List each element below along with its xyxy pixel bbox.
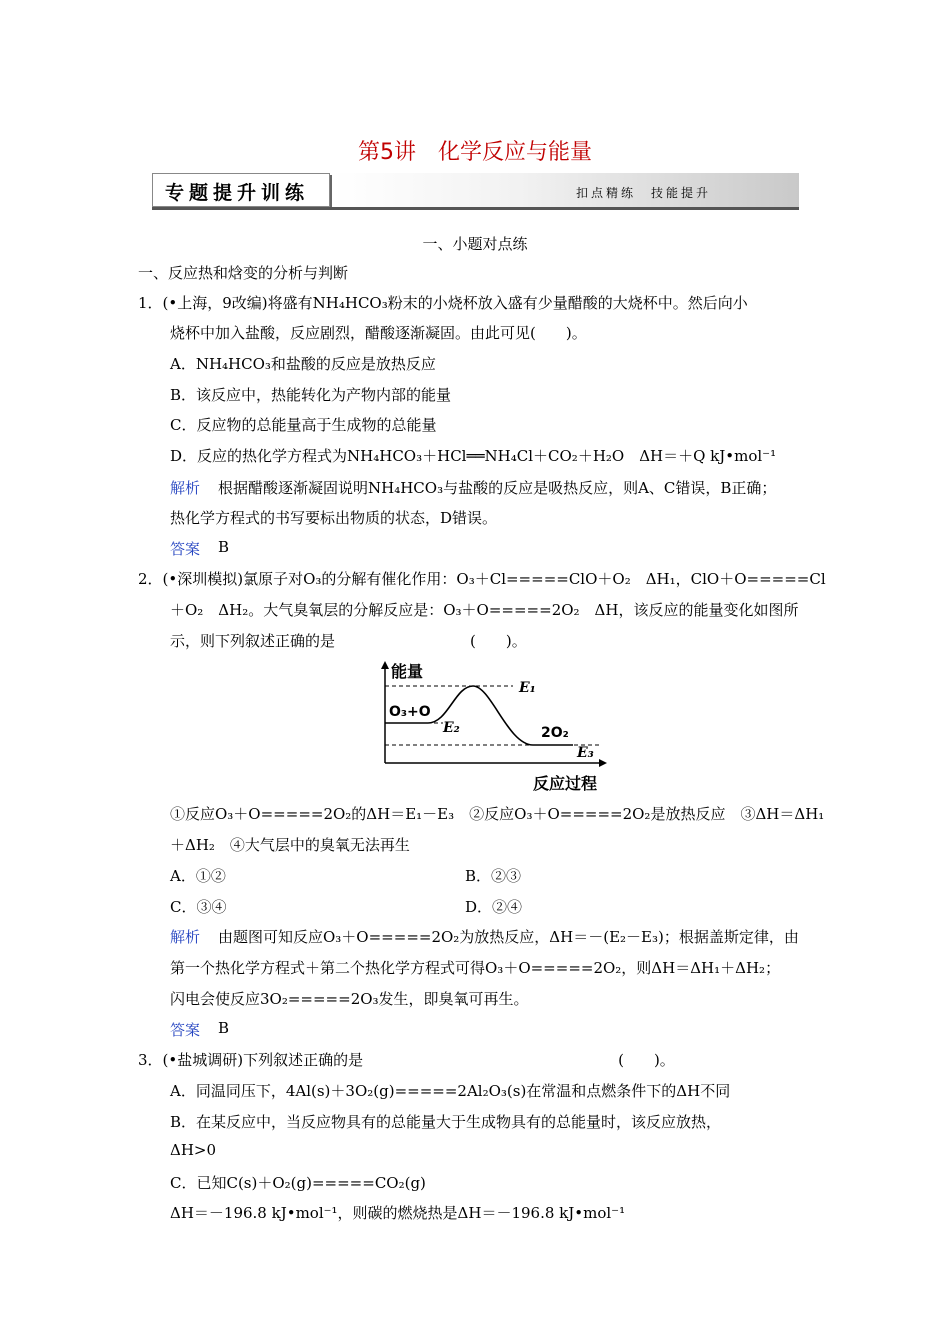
y-axis-label: 能量 — [391, 662, 424, 681]
part1-title: 一、反应热和焓变的分析与判断 — [138, 264, 349, 282]
section-banner — [152, 173, 799, 209]
reactant-label: O₃+O — [389, 704, 431, 720]
q3-option-a: A．同温同压下，4Al(s)＋3O₂(g)=====2Al₂O₃(s)在常温和点燃条件下的ΔH不同 — [170, 1082, 731, 1100]
banner-right-box — [332, 173, 799, 207]
q2-answer: B — [218, 1019, 230, 1037]
q3-option-b-line2: ΔH>0 — [170, 1141, 217, 1159]
e1-label: E₁ — [519, 680, 536, 696]
q2-analysis-label: 解析 — [170, 928, 201, 946]
q1-answer-label: 答案 — [170, 540, 201, 558]
q1-option-c: C．反应物的总能量高于生成物的总能量 — [170, 416, 437, 434]
q2-option-c: C．③④ — [170, 898, 227, 916]
section-title: 一、小题对点练 — [422, 235, 528, 253]
q2-option-d: D．②④ — [465, 898, 523, 916]
q1-option-d: D．反应的热化学方程式为NH₄HCO₃＋HCl══NH₄Cl＋CO₂＋H₂O ΔH＝＋Q kJ•mol⁻¹ — [170, 447, 777, 465]
q1-answer: B — [218, 538, 230, 556]
q1-option-b: B．该反应中，热能转化为产物内部的能量 — [170, 386, 452, 404]
q2-statement-line1: ①反应O₃＋O=====2O₂的ΔH＝E₁－E₃ ②反应O₃＋O=====2O₂是放热反应 ③ΔH＝ΔH₁ — [170, 805, 825, 823]
q3-option-b-line1: B．在某反应中，当反应物具有的总能量大于生成物具有的总能量时，该反应放热， — [170, 1113, 722, 1131]
x-axis-label: 反应过程 — [533, 774, 598, 793]
q2-line2: ＋O₂ ΔH₂。大气臭氧层的分解反应是：O₃＋O=====2O₂ ΔH，该反应的能量变化如图所 — [170, 601, 799, 619]
q2-analysis-line3: 闪电会使反应3O₂=====2O₃发生，即臭氧可再生。 — [170, 990, 529, 1008]
e2-label: E₂ — [443, 720, 460, 736]
q3-option-c-line2: ΔH＝－196.8 kJ•mol⁻¹，则碳的燃烧热是ΔH＝－196.8 kJ•mol⁻¹ — [170, 1204, 626, 1222]
e3-label: E₃ — [577, 745, 594, 761]
banner-underline — [152, 207, 799, 210]
q2-line1: 2．(•深圳模拟)氯原子对O₃的分解有催化作用：O₃＋Cl=====ClO＋O₂ ΔH₁，ClO＋O=====Cl — [138, 570, 826, 588]
q1-analysis-line2: 热化学方程式的书写要标出物质的状态，D错误。 — [170, 509, 498, 527]
q1-line1: 1．(•上海，9改编)将盛有NH₄HCO₃粉末的小烧杯放入盛有少量醋酸的大烧杯中。然后向小 — [138, 294, 748, 312]
banner-left-box — [152, 173, 330, 207]
q2-option-a: A．①② — [170, 867, 226, 885]
q2-analysis-line1: 由题图可知反应O₃＋O=====2O₂为放热反应，ΔH＝－(E₂－E₃)；根据盖斯定律，由 — [218, 928, 799, 946]
q2-option-b: B．②③ — [465, 867, 522, 885]
product-label: 2O₂ — [541, 725, 569, 741]
q2-statement-line2: ＋ΔH₂ ④大气层中的臭氧无法再生 — [170, 836, 410, 854]
banner-right-text: 扣点精练 技能提升 — [575, 186, 711, 200]
q3-line1: 3．(•盐城调研)下列叙述正确的是 ( )。 — [138, 1051, 675, 1069]
energy-diagram — [373, 655, 613, 795]
q3-option-c-line1: C．已知C(s)＋O₂(g)=====CO₂(g) — [170, 1174, 426, 1192]
page-title: 第5讲 化学反应与能量 — [358, 140, 592, 165]
q1-line2: 烧杯中加入盐酸，反应剧烈，醋酸逐渐凝固。由此可见( )。 — [170, 324, 587, 342]
y-axis-arrow — [381, 661, 389, 669]
q2-analysis-line2: 第一个热化学方程式＋第二个热化学方程式可得O₃＋O=====2O₂，则ΔH＝ΔH₁＋ΔH₂； — [170, 959, 781, 977]
q1-analysis-label: 解析 — [170, 479, 201, 497]
q2-answer-label: 答案 — [170, 1021, 201, 1039]
q1-option-a: A．NH₄HCO₃和盐酸的反应是放热反应 — [170, 355, 436, 373]
q2-line3: 示，则下列叙述正确的是 ( )。 — [170, 632, 527, 650]
banner-left-text: 专题提升训练 — [165, 182, 310, 204]
q1-analysis-line1: 根据醋酸逐渐凝固说明NH₄HCO₃与盐酸的反应是吸热反应，则A、C错误，B正确； — [218, 479, 777, 497]
x-axis-arrow — [599, 759, 607, 767]
